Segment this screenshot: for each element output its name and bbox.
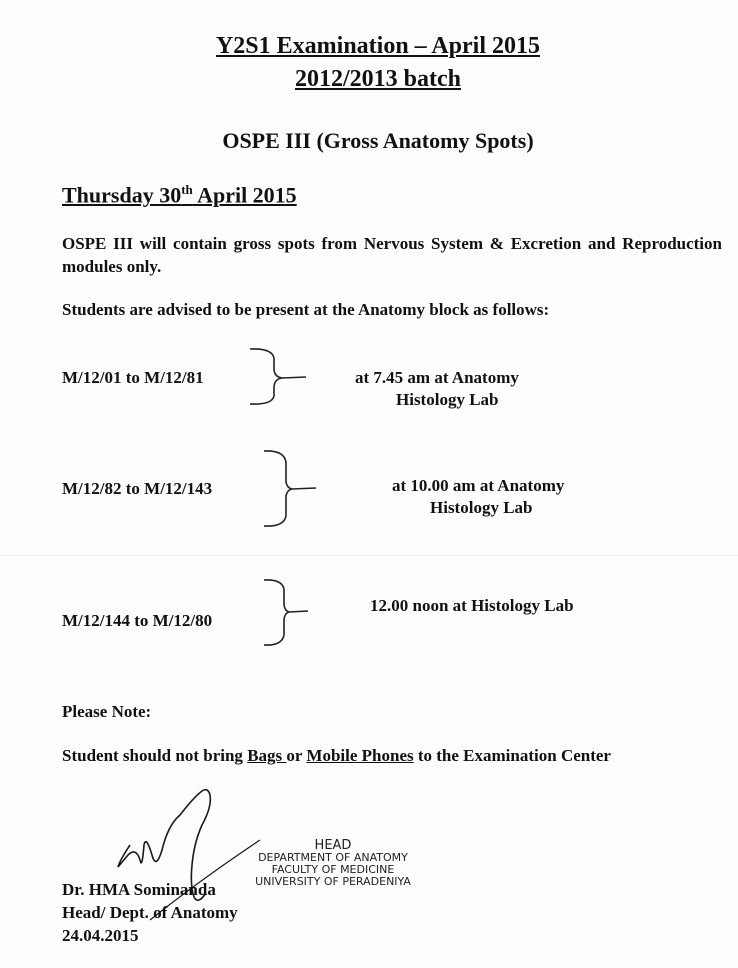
batch-title: 2012/2013 batch (294, 66, 461, 92)
group3-brace (262, 577, 312, 649)
intro-paragraph: OSPE III will contain gross spots from Nervous System & Excretion and Reproduction modules only. (62, 234, 722, 276)
group1-range: M/12/01 to M/12/81 (62, 368, 204, 387)
group2-time: at 10.00 am at Anatomy (392, 476, 565, 495)
group1-brace (248, 346, 310, 408)
group2-brace (262, 448, 320, 530)
signature-date: 24.04.2015 (62, 926, 139, 945)
signatory-name: Dr. HMA Sominanda (62, 880, 216, 899)
group2-location: Histology Lab (430, 498, 533, 517)
group2-range: M/12/82 to M/12/143 (62, 479, 213, 498)
mobile-phones-text: Mobile Phones (306, 746, 414, 765)
exam-title: Y2S1 Examination – April 2015 (215, 33, 541, 59)
paper-fold (0, 555, 738, 556)
bags-text: Bags (247, 746, 287, 765)
group3-range: M/12/144 to M/12/80 (62, 611, 213, 630)
ospe-subtitle: OSPE III (Gross Anatomy Spots) (222, 128, 534, 153)
group3-time: 12.00 noon at Histology Lab (370, 596, 574, 615)
group1-time: at 7.45 am at Anatomy (355, 368, 519, 387)
note-text: Student should not bring Bags or Mobile Phones to the Examination Center (62, 746, 611, 765)
group1-location: Histology Lab (396, 390, 499, 409)
department-stamp: HEAD DEPARTMENT OF ANATOMY FACULTY OF MEDICINE UNIVERSITY OF PERADENIYA (255, 838, 411, 888)
advice-text: Students are advised to be present at the Anatomy block as follows: (62, 300, 550, 319)
exam-date-heading: Thursday 30th April 2015 (62, 182, 297, 208)
please-note-label: Please Note: (62, 702, 152, 721)
signatory-position: Head/ Dept. of Anatomy (62, 903, 238, 922)
